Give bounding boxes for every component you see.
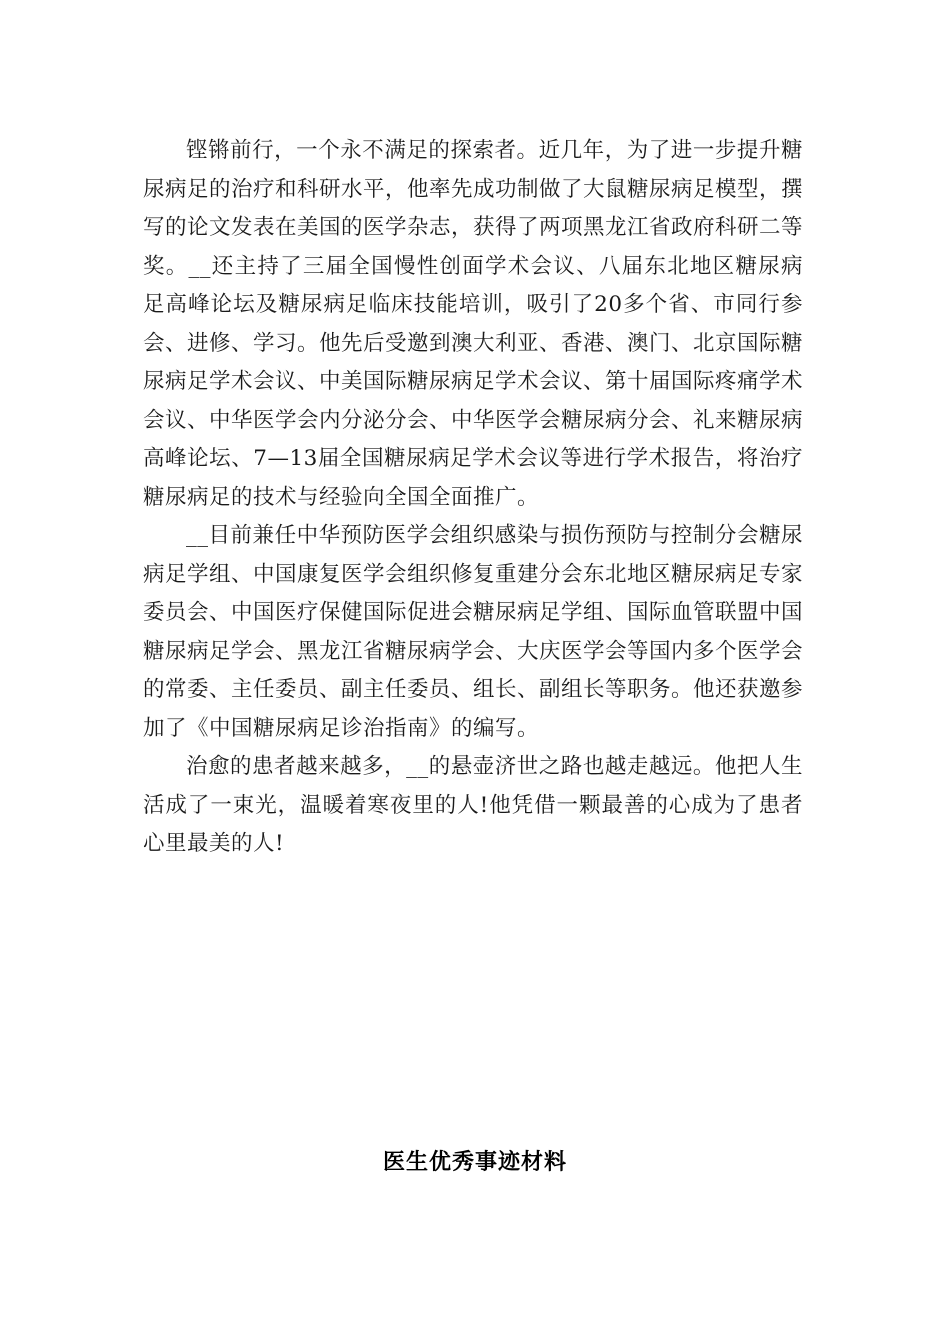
section-heading: 医生优秀事迹材料	[382, 1150, 567, 1175]
paragraph-achievements: 铿锵前行，一个永不满足的探索者。近几年，为了进一步提升糖尿病足的治疗和科研水平，他率先成功制做了大鼠糖尿病足模型，撰写的论文发表在美国的医学杂志，获得了两项黑龙江省政府科研二等奖。__还主持了三届全国慢性创面学术会议、八届东北地区糖尿病足高峰论坛及糖尿病足临床技能培训，吸引了20多个省、市同行参会、进修、学习。他先后受邀到澳大利亚、香港、澳门、北京国际糖尿病足学术会议、中美国际糖尿病足学术会议、第十届国际疼痛学术会议、中华医学会内分泌分会、中华医学会糖尿病分会、礼来糖尿病高峰论坛、7—13届全国糖尿病足学术会议等进行学术报告，将治疗糖尿病足的技术与经验向全国全面推广。	[143, 138, 804, 510]
paragraph-conclusion: 治愈的患者越来越多，__的悬壶济世之路也越走越远。他把人生活成了一束光，温暖着寒夜里的人!他凭借一颗最善的心成为了患者心里最美的人!	[143, 754, 803, 856]
paragraph-positions: __目前兼任中华预防医学会组织感染与损伤预防与控制分会糖尿病足学组、中国康复医学会组织修复重建分会东北地区糖尿病足专家委员会、中国医疗保健国际促进会糖尿病足学组、国际血管联盟中国糖尿病足学会、黑龙江省糖尿病学会、大庆医学会等国内多个医学会的常委、主任委员、副主任委员、组长、副组长等职务。他还获邀参加了《中国糖尿病足诊治指南》的编写。	[143, 523, 804, 741]
document-body	[143, 132, 803, 864]
